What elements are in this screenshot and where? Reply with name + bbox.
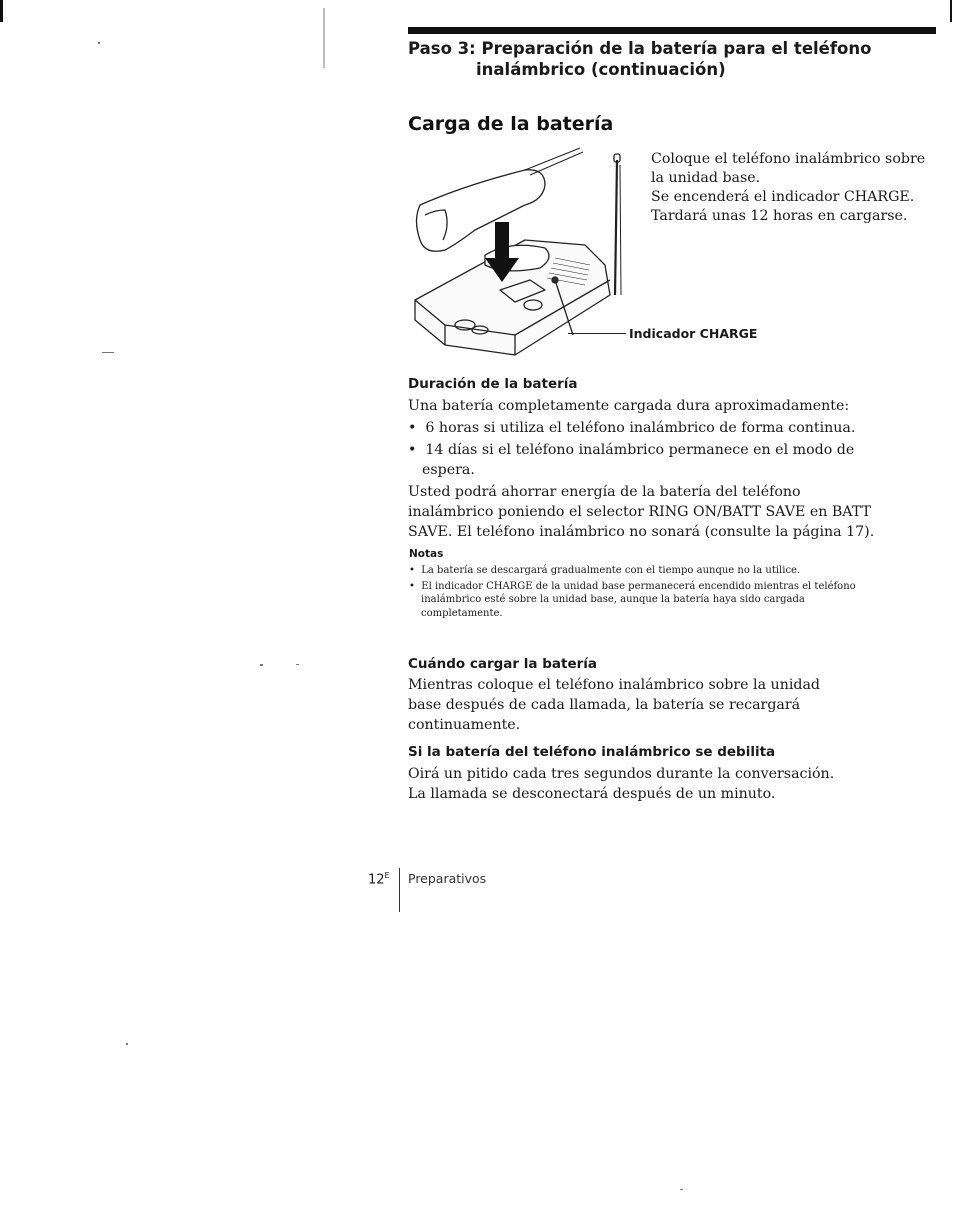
scan-artifact [323,8,325,68]
cuando-paragraph: Mientras coloque el teléfono inalámbrico sobre la unidad base después de cada llamada, la batería se recargará continuamente. [408,677,820,733]
figure-callout-charge-indicator: Indicador CHARGE [629,326,758,341]
bullet-item: • 14 días si el teléfono inalámbrico permanece en el modo de espera. [408,442,855,478]
page-number: $12^E$ [368,871,390,888]
intro-line-1: Coloque el teléfono inalámbrico sobre la unidad base. [651,151,926,186]
scan-artifact [102,352,114,353]
edge-mark-left [0,0,3,22]
scan-artifact [126,1043,128,1045]
note-item: • La batería se descargará gradualmente con el tiempo aunque no la utilice. [409,565,801,576]
debil-body [408,764,878,804]
step-title-line2: inalámbrico (continuación) [476,60,726,79]
callout-leader-line [568,333,626,334]
duracion-paragraph: Usted podrá ahorrar energía de la batería del teléfono inalámbrico poniendo el selector RING ON/BATT SAVE en BATT SAVE. El teléfono inalámbrico no sonará (consulte la página 17). [408,484,875,540]
duracion-body [408,396,878,542]
scan-artifact [260,664,263,666]
edge-mark-right [950,0,952,22]
duracion-lead: Una batería completamente cargada dura aproximadamente: [408,398,850,414]
heading-cuando: Cuándo cargar la batería [408,656,597,672]
debil-line-1: Oirá un pitido cada tres segundos durante la conversación. [408,766,835,782]
heading-bateria-debil: Si la batería del teléfono inalámbrico se debilita [408,744,776,760]
step-title-line1: Paso 3: Preparación de la batería para el teléfono [408,39,872,58]
step-title [408,38,928,80]
charging-instructions [651,150,941,226]
phone-charging-illustration [405,140,637,362]
scan-artifact [680,1189,683,1190]
note-item: • El indicador CHARGE de la unidad base permanecerá encendido mientras el teléfono inalámbrico esté sobre la unidad base, aunque la batería haya sido cargada completamente. [409,580,856,619]
debil-line-2: La llamada se desconectará después de un minuto. [408,786,776,802]
heading-duracion: Duración de la batería [408,376,578,392]
bullet-item: • 6 horas si utiliza el teléfono inalámbrico de forma continua. [408,420,856,436]
footer-section-label: Preparativos [408,871,487,886]
notes-list [409,564,859,622]
intro-line-2: Se encenderá el indicador CHARGE. Tardará unas 12 horas en cargarse. [651,189,915,224]
footer-divider [399,868,400,912]
header-rule [408,27,936,34]
section-title: Carga de la batería [408,113,614,135]
scan-artifact [98,42,100,44]
scan-artifact [296,664,299,665]
notes-heading: Notas [409,548,444,560]
